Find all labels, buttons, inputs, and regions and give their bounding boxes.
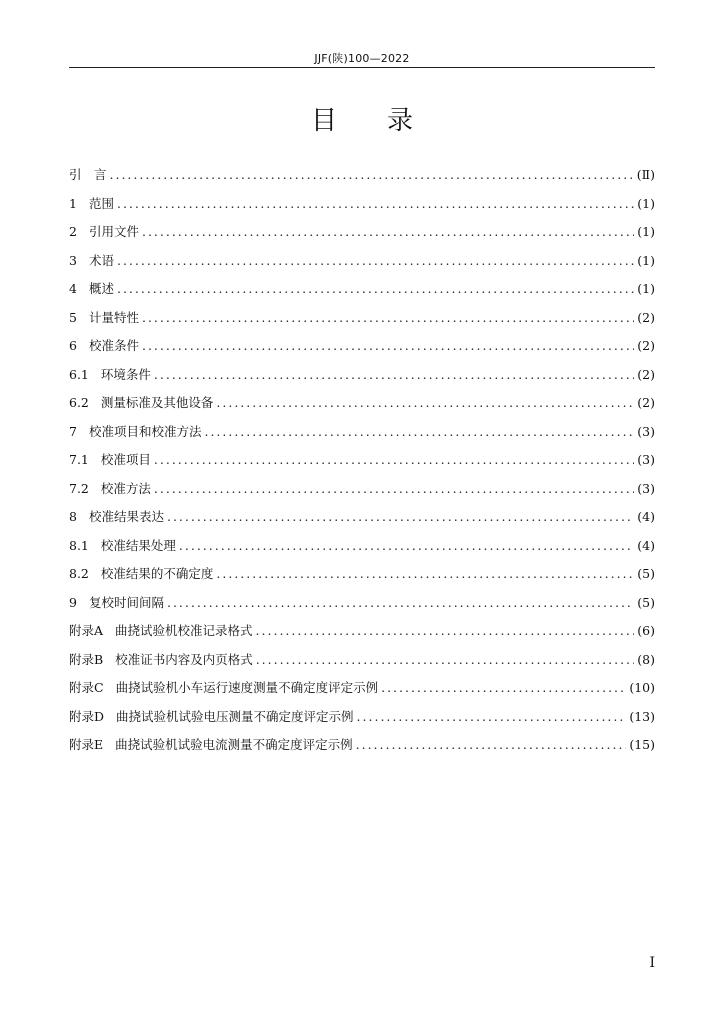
toc-entry-number: 附录B (69, 651, 104, 667)
toc-entry-label: 术语 (88, 252, 114, 268)
toc-entry-label: 曲挠试验机试验电流测量不确定度评定示例 (115, 737, 353, 752)
toc-dot-leader (357, 703, 627, 732)
toc-entry-number: 8.1 (69, 537, 89, 553)
toc-entry[interactable] (69, 275, 655, 304)
toc-entry-number: 8.2 (69, 566, 89, 581)
toc-entry-label: 测量标准及其他设备 (100, 395, 214, 410)
toc-entry-number: 附录C (69, 680, 104, 695)
toc-dot-leader (256, 646, 635, 675)
page-number: I (649, 955, 655, 971)
toc-entry-label: 校准结果处理 (100, 537, 176, 553)
toc-dot-leader (216, 560, 634, 589)
toc-entry-number: 1 (69, 195, 77, 211)
toc-entry[interactable] (69, 475, 655, 504)
toc-dot-leader (154, 446, 634, 475)
toc-entry-number: 7.2 (69, 480, 89, 496)
toc-entry-page: (8) (637, 651, 655, 667)
toc-entry[interactable] (69, 503, 655, 532)
toc-entry-number: 7.1 (69, 452, 89, 467)
toc-entry-page: (2) (637, 309, 655, 325)
toc-entry-page: (10) (629, 680, 655, 695)
toc-entry-page: (6) (637, 623, 655, 638)
toc-dot-leader (381, 674, 626, 703)
toc-dot-leader (117, 247, 634, 276)
toc-entry-number: 7 (69, 423, 77, 439)
toc-entry[interactable] (69, 674, 655, 703)
toc-entry-number: 4 (69, 281, 77, 296)
toc-entry-page: (1) (637, 281, 655, 296)
toc-entry-label: 校准方法 (100, 480, 151, 496)
toc-dot-leader (142, 332, 634, 361)
toc-entry-number: 6.2 (69, 395, 89, 410)
toc-entry-page: (5) (637, 566, 655, 581)
toc-entry-label: 计量特性 (88, 309, 139, 325)
toc-entry-page: (2) (637, 395, 655, 410)
toc-entry-page: (3) (637, 452, 655, 467)
toc-entry[interactable] (69, 361, 655, 390)
toc-entry-page: (5) (637, 594, 655, 610)
toc-entry-number: 2 (69, 224, 77, 239)
toc-entry-page: (2) (637, 366, 655, 382)
toc-entry-page: (1) (637, 224, 655, 239)
toc-entry[interactable] (69, 446, 655, 475)
toc-entry[interactable] (69, 589, 655, 618)
toc-entry-page: (13) (629, 708, 655, 724)
toc-entry-page: (2) (637, 338, 655, 353)
toc-entry-label: 曲挠试验机试验电压测量不确定度评定示例 (116, 708, 354, 724)
toc-entry-label: 曲挠试验机小车运行速度测量不确定度评定示例 (115, 680, 379, 695)
toc-entry[interactable] (69, 218, 655, 247)
toc-entry-label: 校准证书内容及内页格式 (115, 651, 253, 667)
toc-dot-leader (204, 418, 634, 447)
toc-entry-label: 曲挠试验机校准记录格式 (115, 623, 253, 638)
toc-entry-label: 引 言 (69, 167, 107, 182)
table-of-contents (69, 161, 655, 760)
toc-entry-number: 附录E (69, 737, 104, 752)
toc-entry[interactable] (69, 247, 655, 276)
toc-entry-label: 校准项目和校准方法 (88, 423, 202, 439)
toc-dot-leader (179, 532, 634, 561)
toc-entry-page: (3) (637, 423, 655, 439)
toc-dot-leader (167, 589, 634, 618)
toc-dot-leader (117, 275, 634, 304)
toc-dot-leader (167, 503, 634, 532)
header-divider (69, 67, 655, 68)
toc-entry[interactable] (69, 304, 655, 333)
page-title: 目录 (310, 106, 463, 136)
toc-entry[interactable] (69, 418, 655, 447)
toc-entry[interactable] (69, 161, 655, 190)
toc-entry[interactable] (69, 389, 655, 418)
toc-entry[interactable] (69, 190, 655, 219)
toc-entry-number: 附录A (69, 623, 104, 638)
toc-entry-number: 8 (69, 509, 77, 524)
toc-entry[interactable] (69, 560, 655, 589)
toc-entry-page: (1) (637, 252, 655, 268)
toc-entry[interactable] (69, 703, 655, 732)
toc-entry-number: 3 (69, 252, 77, 268)
toc-dot-leader (216, 389, 634, 418)
toc-entry[interactable] (69, 646, 655, 675)
toc-entry-label: 校准项目 (100, 452, 151, 467)
toc-entry-label: 校准条件 (88, 338, 139, 353)
toc-dot-leader (142, 304, 634, 333)
toc-entry[interactable] (69, 617, 655, 646)
toc-entry-label: 引用文件 (88, 224, 139, 239)
toc-entry-label: 复校时间间隔 (88, 594, 164, 610)
toc-entry-label: 环境条件 (100, 366, 151, 382)
toc-dot-leader (110, 161, 634, 190)
toc-entry-number: 9 (69, 594, 77, 610)
toc-dot-leader (154, 361, 634, 390)
toc-dot-leader (117, 190, 634, 219)
toc-entry[interactable] (69, 731, 655, 760)
toc-dot-leader (142, 218, 634, 247)
toc-entry-page: (15) (629, 737, 655, 752)
toc-entry-label: 概述 (88, 281, 114, 296)
toc-dot-leader (356, 731, 627, 760)
toc-entry-page: (3) (637, 480, 655, 496)
toc-dot-leader (154, 475, 634, 504)
toc-entry-number: 6.1 (69, 366, 89, 382)
toc-entry-number: 附录D (69, 708, 105, 724)
toc-entry[interactable] (69, 332, 655, 361)
toc-dot-leader (256, 617, 635, 646)
toc-entry-label: 校准结果的不确定度 (100, 566, 214, 581)
toc-entry[interactable] (69, 532, 655, 561)
toc-entry-label: 范围 (88, 195, 114, 211)
toc-entry-page: (4) (637, 509, 655, 524)
toc-entry-label: 校准结果表达 (88, 509, 164, 524)
document-code-header: JJF(陕)100—2022 (314, 52, 410, 65)
toc-entry-number: 6 (69, 338, 77, 353)
toc-entry-page: (1) (637, 195, 655, 211)
toc-entry-page: (Ⅱ) (636, 167, 655, 182)
toc-entry-number: 5 (69, 309, 77, 325)
toc-entry-page: (4) (637, 537, 655, 553)
